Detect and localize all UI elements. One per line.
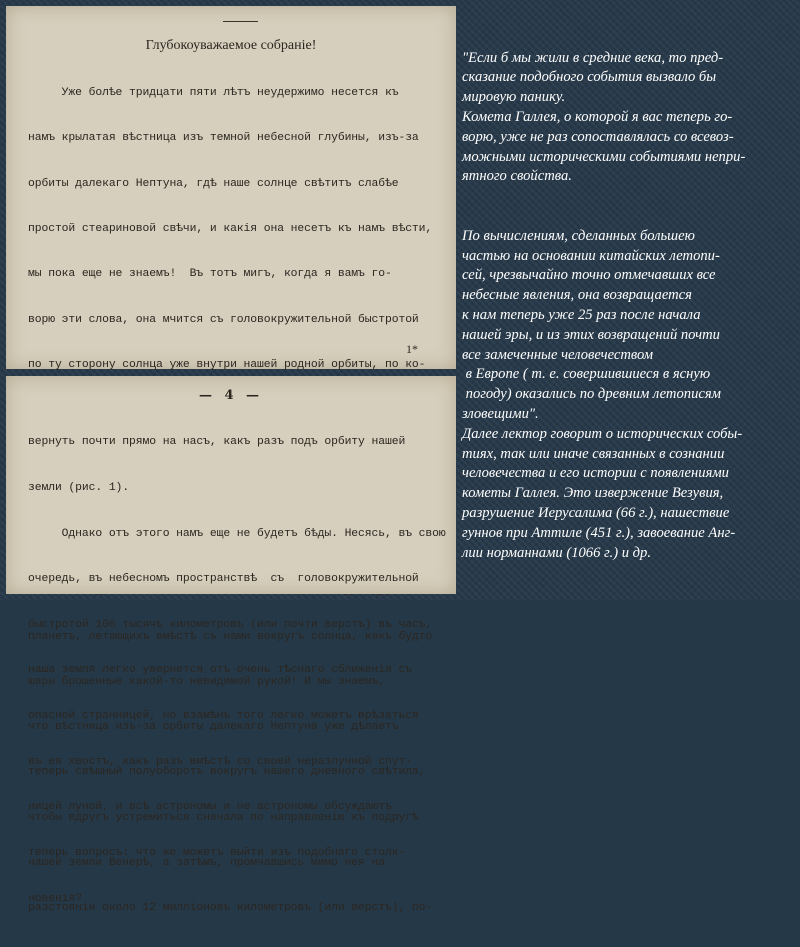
text-line: простой стеариновой свѣчи, и какія она несетъ къ намъ вѣсти,	[28, 223, 433, 236]
text-line: чтобы вдругъ устремиться сначала по направленію къ подругѣ	[28, 811, 419, 824]
page-heading: Глубокоуважаемое собраніе!	[145, 38, 317, 53]
page-top-rule	[223, 21, 258, 22]
page-number: — 4 —	[198, 388, 264, 403]
text-line: по ту сторону солнца уже внутри нашей родной орбиты, по ко-	[28, 358, 426, 371]
text-line: нашей земли Венерѣ, а затѣмъ, промчавшись мимо нея на	[28, 856, 385, 869]
text-line: Уже болѣе тридцати пяти лѣтъ неудержимо несется къ	[28, 87, 399, 100]
signature-mark: 1*	[406, 342, 418, 356]
text-line: теперь вопросъ: что же можетъ выйти изъ подобнаго столк-	[28, 846, 406, 859]
text-line: мы пока еще не знаемъ! Въ тотъ мигъ, когда я вамъ го-	[28, 268, 392, 281]
scanned-text-bottom	[28, 405, 446, 937]
quote-panel	[462, 9, 798, 589]
text-line: планетъ, летающихъ вмѣстѣ съ нами вокругъ солнца, какъ будто	[28, 630, 433, 643]
quote-paragraph: "Если б мы жили в средние века, то пред- сказание подобного события вызвало бы мировую панику. Комета Галлея, о которой я вас теперь го- ворю, уже не раз сопоставлялась со всевоз- можными историческими событиями непри- ятного свойства.	[462, 49, 746, 185]
text-line: земли (рис. 1).	[28, 482, 130, 495]
text-line: ворю эти слова, она мчится съ головокружительной быстротой	[28, 313, 419, 326]
text-line: теперь свѣшный полуоборотъ вокругъ нашего дневного свѣтила,	[28, 766, 426, 779]
text-line: новенія?	[28, 892, 82, 905]
text-line: очередь, въ небесномъ пространствѣ съ головокружительной	[28, 573, 419, 586]
text-line: быстротой 106 тысячъ километровъ (или почти верстъ) въ часъ,	[28, 618, 433, 631]
text-line: Однако отъ этого намъ еще не будетъ бѣды. Несясь, въ свою	[28, 527, 446, 540]
quote-paragraph: По вычислениям, сделанных большею частью на основании китайских летопи- сей, чрезвычайно точно отмечавших все небесные явления, она возвращается к нам теперь уже 25 раз после начала нашей эры, и из этих возвращений почти все замеченные человечеством в Европе ( т. е. совершившиеся в ясную погоду) оказались по древним летописям зловещими". Далее лектор говорит о исторических собы- тиях, так или иначе связанных в сознании человечества и его истории с появлениями кометы Галлея. Это извержение Везувия, разрушение Иерусалима (66 г.), нашествие гуннов при Аттиле (451 г.), завоевание Анг- лии норманнами (1066 г.) и др.	[462, 227, 743, 561]
text-line: шары брошенные какой-то невидимой рукой! И мы знаемъ,	[28, 675, 385, 688]
text-line: въ ея хвостъ, какъ разъ вмѣстѣ со своей неразлучной спут-	[28, 755, 412, 768]
text-line: разстояніи около 12 милліоновъ километровъ (или верстъ), по-	[28, 902, 433, 915]
text-line: орбиты далекаго Нептуна, гдѣ наше солнце свѣтитъ слабѣе	[28, 177, 399, 190]
text-line: ницей луной, и всѣ астрономы и не астрономы обсуждаютъ	[28, 801, 392, 814]
text-line: вернуть почти прямо на насъ, какъ разъ подъ орбиту нашей	[28, 436, 406, 449]
text-line: намъ крылатая вѣстница изъ темной небесной глубины, изъ-за	[28, 132, 419, 145]
text-line: опасной странницей, но взамѣнъ того легко можетъ врѣзаться	[28, 710, 419, 723]
text-line: наша земля легко увернется отъ очень тѣснаго сближенія съ	[28, 664, 412, 677]
text-line: что вѣстница изъ-за орбиты далекаго Нептуна уже дѣлаетъ	[28, 721, 399, 734]
